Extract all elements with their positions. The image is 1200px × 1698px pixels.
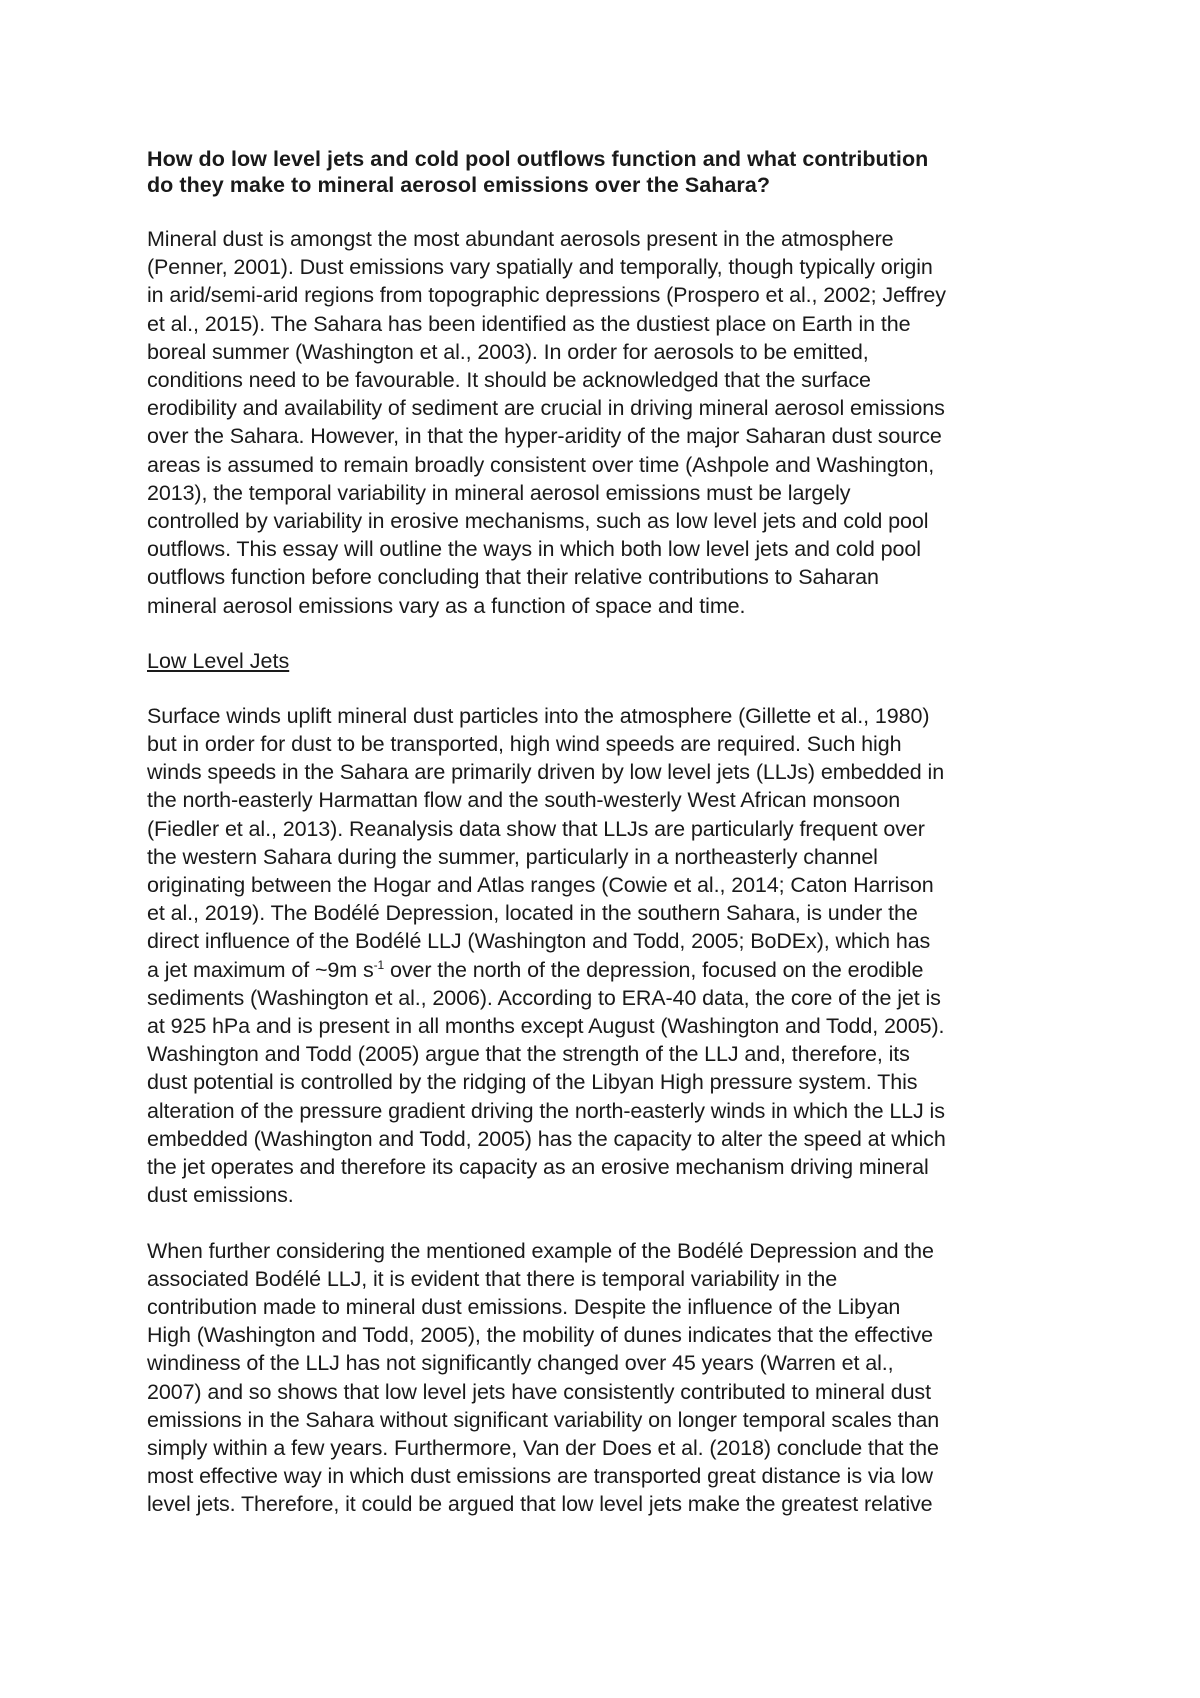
text-line: in arid/semi-arid regions from topographic depressions (Prospero et al., 2002; Jeffrey: [147, 283, 946, 308]
text-line: embedded (Washington and Todd, 2005) has the capacity to alter the speed at which: [147, 1126, 946, 1151]
text-line: et al., 2015). The Sahara has been identified as the dustiest place on Earth in the: [147, 311, 911, 336]
document-body: [147, 146, 1077, 1546]
text-line: erodibility and availability of sediment are crucial in driving mineral aerosol emissions: [147, 396, 945, 421]
paragraph-bodele-temporal: [147, 1237, 1077, 1519]
text-line: but in order for dust to be transported, high wind speeds are required. Such high: [147, 732, 902, 757]
text-line: windiness of the LLJ has not significantly changed over 45 years (Warren et al.,: [147, 1351, 894, 1376]
text-fragment: over the north of the depression, focused on the erodible: [384, 957, 924, 982]
text-line: simply within a few years. Furthermore, Van der Does et al. (2018) conclude that the: [147, 1435, 939, 1460]
paragraph-low-level-jets: [147, 702, 1077, 1210]
text-line: Washington and Todd (2005) argue that the strength of the LLJ and, therefore, its: [147, 1042, 910, 1067]
text-fragment: a jet maximum of ~9m s: [147, 957, 374, 982]
text-line: et al., 2019). The Bodélé Depression, located in the southern Sahara, is under the: [147, 901, 918, 926]
text-line: conditions need to be favourable. It should be acknowledged that the surface: [147, 368, 871, 393]
text-line: outflows function before concluding that their relative contributions to Saharan: [147, 565, 879, 590]
text-line: the north-easterly Harmattan flow and the south-westerly West African monsoon: [147, 788, 901, 813]
text-line: boreal summer (Washington et al., 2003). In order for aerosols to be emitted,: [147, 339, 869, 364]
text-line: the jet operates and therefore its capacity as an erosive mechanism driving mineral: [147, 1155, 929, 1180]
text-line: Surface winds uplift mineral dust particles into the atmosphere (Gillette et al., 1980): [147, 703, 930, 728]
text-line: at 925 hPa and is present in all months except August (Washington and Todd, 2005).: [147, 1014, 945, 1039]
superscript: -1: [373, 957, 385, 972]
text-line: alteration of the pressure gradient driving the north-easterly winds in which the LLJ is: [147, 1098, 945, 1123]
title-line: do they make to mineral aerosol emissions over the Sahara?: [147, 173, 771, 197]
text-line: outflows. This essay will outline the ways in which both low level jets and cold pool: [147, 537, 921, 562]
text-line: over the Sahara. However, in that the hyper-aridity of the major Saharan dust source: [147, 424, 942, 449]
text-line: contribution made to mineral dust emissions. Despite the influence of the Libyan: [147, 1294, 901, 1319]
text-line: direct influence of the Bodélé LLJ (Washington and Todd, 2005; BoDEx), which has: [147, 929, 931, 954]
text-line: sediments (Washington et al., 2006). According to ERA-40 data, the core of the jet is: [147, 985, 941, 1010]
text-line: associated Bodélé LLJ, it is evident that there is temporal variability in the: [147, 1266, 838, 1291]
text-line: level jets. Therefore, it could be argued that low level jets make the greatest relative: [147, 1492, 933, 1517]
paragraph-introduction: [147, 225, 1077, 620]
text-line: High (Washington and Todd, 2005), the mobility of dunes indicates that the effective: [147, 1323, 933, 1348]
text-line: the western Sahara during the summer, particularly in a northeasterly channel: [147, 844, 878, 869]
text-line: Mineral dust is amongst the most abundant aerosols present in the atmosphere: [147, 227, 894, 251]
text-line: 2013), the temporal variability in mineral aerosol emissions must be largely: [147, 480, 851, 505]
text-line: (Penner, 2001). Dust emissions vary spatially and temporally, though typically origin: [147, 255, 933, 280]
text-line: controlled by variability in erosive mechanisms, such as low level jets and cold pool: [147, 509, 929, 534]
text-line-with-superscript: [147, 956, 1077, 984]
text-line: most effective way in which dust emissions are transported great distance is via low: [147, 1464, 933, 1489]
text-line: emissions in the Sahara without significant variability on longer temporal scales than: [147, 1407, 940, 1432]
text-line: When further considering the mentioned example of the Bodélé Depression and the: [147, 1238, 934, 1263]
text-line: dust potential is controlled by the ridging of the Libyan High pressure system. This: [147, 1070, 918, 1095]
section-heading-low-level-jets: Low Level Jets: [147, 648, 290, 673]
text-line: winds speeds in the Sahara are primarily driven by low level jets (LLJs) embedded in: [147, 760, 945, 785]
text-line: mineral aerosol emissions vary as a function of space and time.: [147, 593, 746, 618]
text-line: 2007) and so shows that low level jets have consistently contributed to mineral dust: [147, 1379, 931, 1404]
text-line: originating between the Hogar and Atlas ranges (Cowie et al., 2014; Caton Harrison: [147, 873, 934, 898]
text-line: dust emissions.: [147, 1183, 294, 1208]
title-line: How do low level jets and cold pool outflows function and what contribution: [147, 147, 929, 171]
text-line: areas is assumed to remain broadly consistent over time (Ashpole and Washington,: [147, 452, 935, 477]
text-line: (Fiedler et al., 2013). Reanalysis data show that LLJs are particularly frequent over: [147, 816, 925, 841]
essay-title: [147, 146, 1077, 198]
